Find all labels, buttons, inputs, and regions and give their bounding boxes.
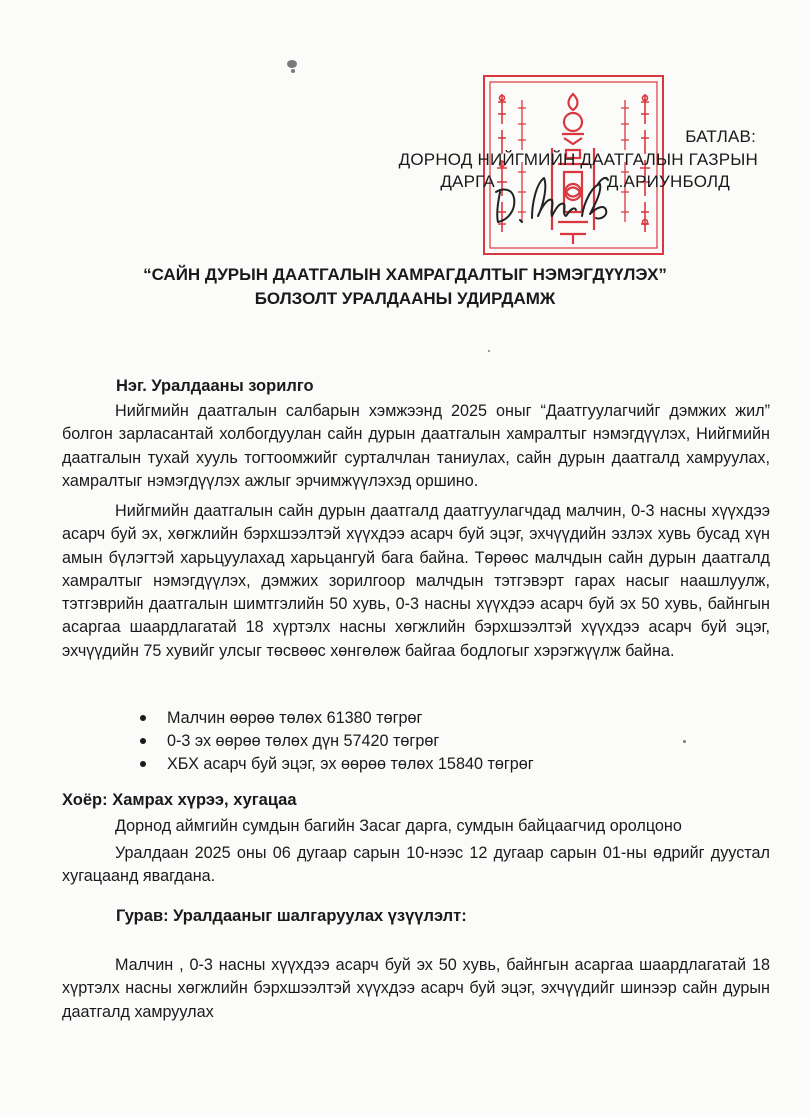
bullet-item [140,753,534,776]
section2-heading: Хоёр: Хамрах хүрээ, хугацаа [62,791,297,809]
scan-speck [291,69,295,73]
section2-paragraph2: Уралдаан 2025 оны 06 дугаар сарын 10-нээс 12 дугаар сарын 01-ны өдрийг дуустал хугацаанд явагдана. [62,844,770,886]
bullet-item [140,730,534,753]
bullet-text: 0-3 эх өөрөө төлөх дүн 57420 төгрөг [167,732,440,750]
section1-heading: Нэг. Уралдааны зорилго [116,377,314,395]
document-title-line2: БОЛЗОЛТ УРАЛДААНЫ УДИРДАМЖ [254,289,556,308]
section1-paragraph2: Нийгмийн даатгалын сайн дурын даатгалд даатгуулагчдад малчин, 0-3 насны хүүхдээ асарч буй эх, хөгжлийн бэрхшээлтэй хүүхдээ асарч буй эцэг, эхчүүдийн эзлэх хувь бусад хүн амын бүлэгтэй харьцуулахад харьцангуй бага байна. Төрөөс малчдын сайн дурын даатгалд хамралтыг нэмэгдүүлэх, дэмжих зорилгоор малчдын тэтгэвэрт гарах насыг наашлуулж, тэтгэврийн даатгалын шимтгэлийн 50 хувь, 0-3 насны хүүхдээ асарч буй эх 50 хувь, байнгын асаргаа шаардлагатай 18 хүртэлх насны хөгжлийн бэрхшээлтэй хүүхдээ асарч буй эцэг, эхчүүдийн 75 хувийг улсыг төсвөөс хөнгөлөж байгаа бодлогыг хэрэгжүүлж байна. [62,502,770,660]
handwritten-signature [486,164,646,234]
bullet-dot [140,761,146,767]
payment-bullet-list [140,707,534,776]
bullet-dot [140,738,146,744]
bullet-dot [140,715,146,721]
bullet-item [140,707,534,730]
section2-paragraph1: Дорнод аймгийн сумдын багийн Засаг дарга, сумдын байцаагчид оролцоно [115,817,682,835]
approval-organization: ДОРНОД НИЙГМИЙН ДААТГАЛЫН ГАЗРЫН [398,150,758,169]
bullet-text: ХБХ асарч буй эцэг, эх өөрөө төлөх 15840 төгрөг [167,755,534,773]
section3-heading: Гурав: Уралдааныг шалгаруулах үзүүлэлт: [116,907,467,925]
approval-name: Д.АРИУНБОЛД [606,172,730,191]
scan-speck [488,350,490,352]
approval-label: БАТЛАВ: [685,127,756,146]
approval-role: ДАРГА [440,172,495,191]
section3-paragraph1: Малчин , 0-3 насны хүүхдээ асарч буй эх 50 хувь, байнгын асаргаа шаардлагатай 18 хүртэлх насны хөгжлийн бэрхшээлтэй хүүхдээ асарч буй эцэг, эхчүүдийг шинээр сайн дурын даатгалд хамруулах [62,956,770,1021]
section1-paragraph1: Нийгмийн даатгалын салбарын хэмжээнд 2025 оныг “Даатгуулагчийг дэмжих жил” болгон зарласантай холбогдуулан сайн дурын даатгалын хамралтыг нэмэгдүүлэх, Нийгмийн даатгалын тухай хууль тогтоомжийг сурталчлан таниулах, сайн дурын даатгалд хамруулах, хамралтыг нэмэгдүүлэх ажлыг эрчимжүүлэхэд оршино. [62,402,770,490]
document-title-line1: “САЙН ДУРЫН ДААТГАЛЫН ХАМРАГДАЛТЫГ НЭМЭГДҮҮЛЭХ” [143,265,667,284]
scan-speck [287,60,297,68]
bullet-text: Малчин өөрөө төлөх 61380 төгрөг [167,709,423,727]
scan-speck [683,740,686,743]
